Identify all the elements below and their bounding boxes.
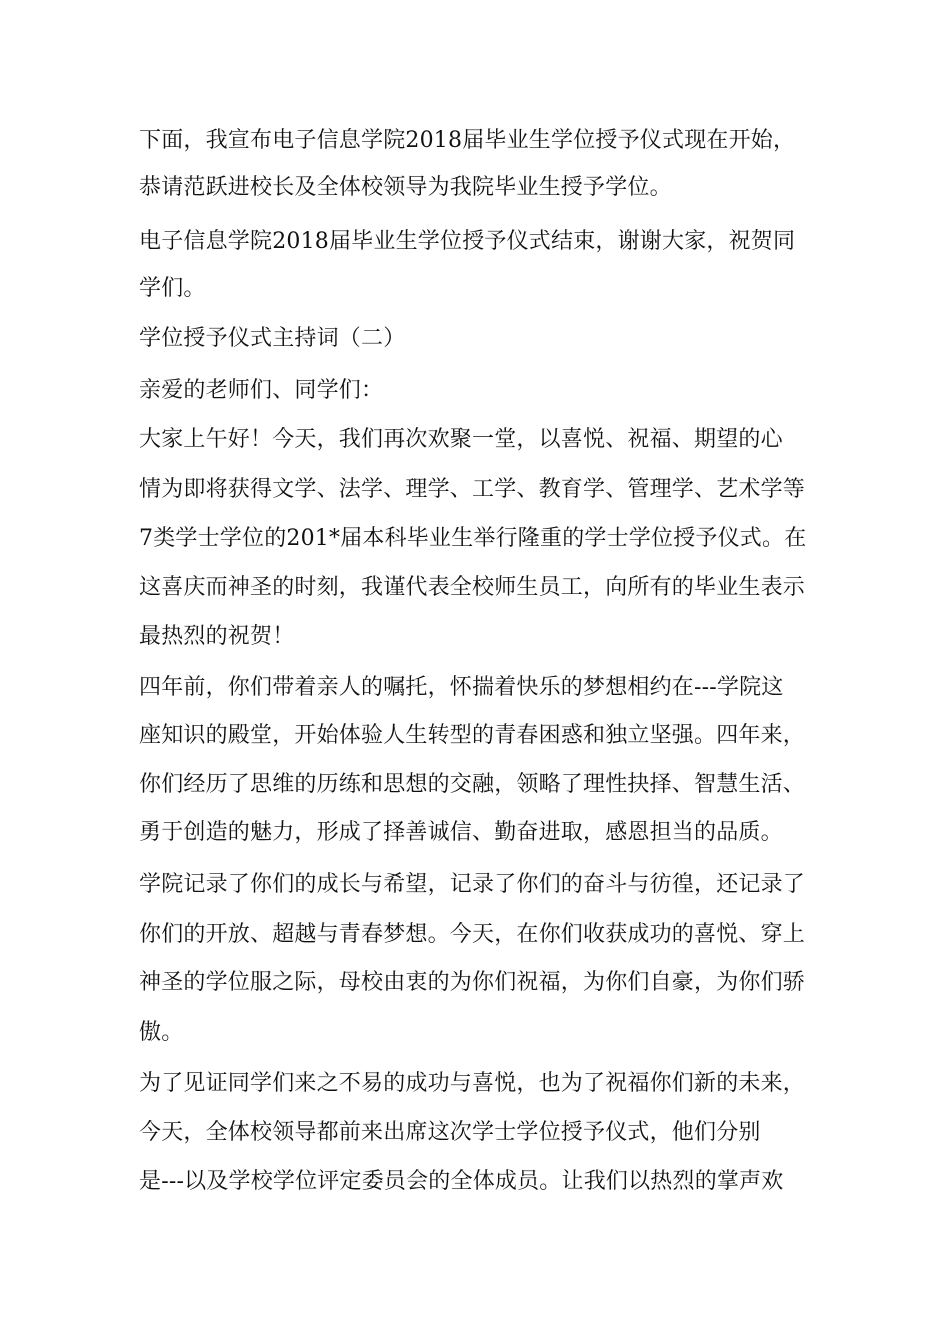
salutation: 亲爱的老师们、同学们： [139, 378, 384, 403]
text-line: 傲。 [139, 1020, 184, 1045]
text-line: 学院记录了你们的成长与希望，记录了你们的奋斗与彷徨，还记录了 [139, 872, 806, 897]
text-line: 这喜庆而神圣的时刻，我谨代表全校师生员工，向所有的毕业生表示 [139, 575, 806, 600]
text-line: 座知识的殿堂，开始体验人生转型的青春困惑和独立坚强。四年来， [139, 723, 806, 748]
text-line: 你们的开放、超越与青春梦想。今天，在你们收获成功的喜悦、穿上 [139, 922, 806, 947]
text-line: 神圣的学位服之际，母校由衷的为你们祝福，为你们自豪，为你们骄 [139, 970, 806, 995]
text-line: 恭请范跃进校长及全体校领导为我院毕业生授予学位。 [139, 175, 672, 200]
text-line: 四年前，你们带着亲人的嘱托，怀揣着快乐的梦想相约在---学院这 [139, 675, 784, 700]
text-line: 今天，全体校领导都前来出席这次学士学位授予仪式，他们分别 [139, 1120, 761, 1145]
text-line: 学们。 [139, 276, 206, 301]
section-heading: 学位授予仪式主持词（二） [139, 326, 406, 351]
text-line: 7类学士学位的201*届本科毕业生举行隆重的学士学位授予仪式。在 [139, 526, 807, 551]
text-line: 情为即将获得文学、法学、理学、工学、教育学、管理学、艺术学等 [139, 477, 806, 502]
text-line: 为了见证同学们来之不易的成功与喜悦，也为了祝福你们新的未来， [139, 1071, 806, 1096]
text-line: 最热烈的祝贺！ [139, 624, 295, 649]
text-line: 是---以及学校学位评定委员会的全体成员。让我们以热烈的掌声欢 [139, 1169, 784, 1194]
text-line: 电子信息学院2018届毕业生学位授予仪式结束，谢谢大家，祝贺同 [139, 229, 796, 254]
text-line: 你们经历了思维的历练和思想的交融，领略了理性抉择、智慧生活、 [139, 772, 806, 797]
text-line: 下面，我宣布电子信息学院2018届毕业生学位授予仪式现在开始， [139, 128, 796, 153]
text-line: 大家上午好！今天，我们再次欢聚一堂，以喜悦、祝福、期望的心 [139, 427, 783, 452]
text-line: 勇于创造的魅力，形成了择善诚信、勤奋进取，感恩担当的品质。 [139, 820, 783, 845]
